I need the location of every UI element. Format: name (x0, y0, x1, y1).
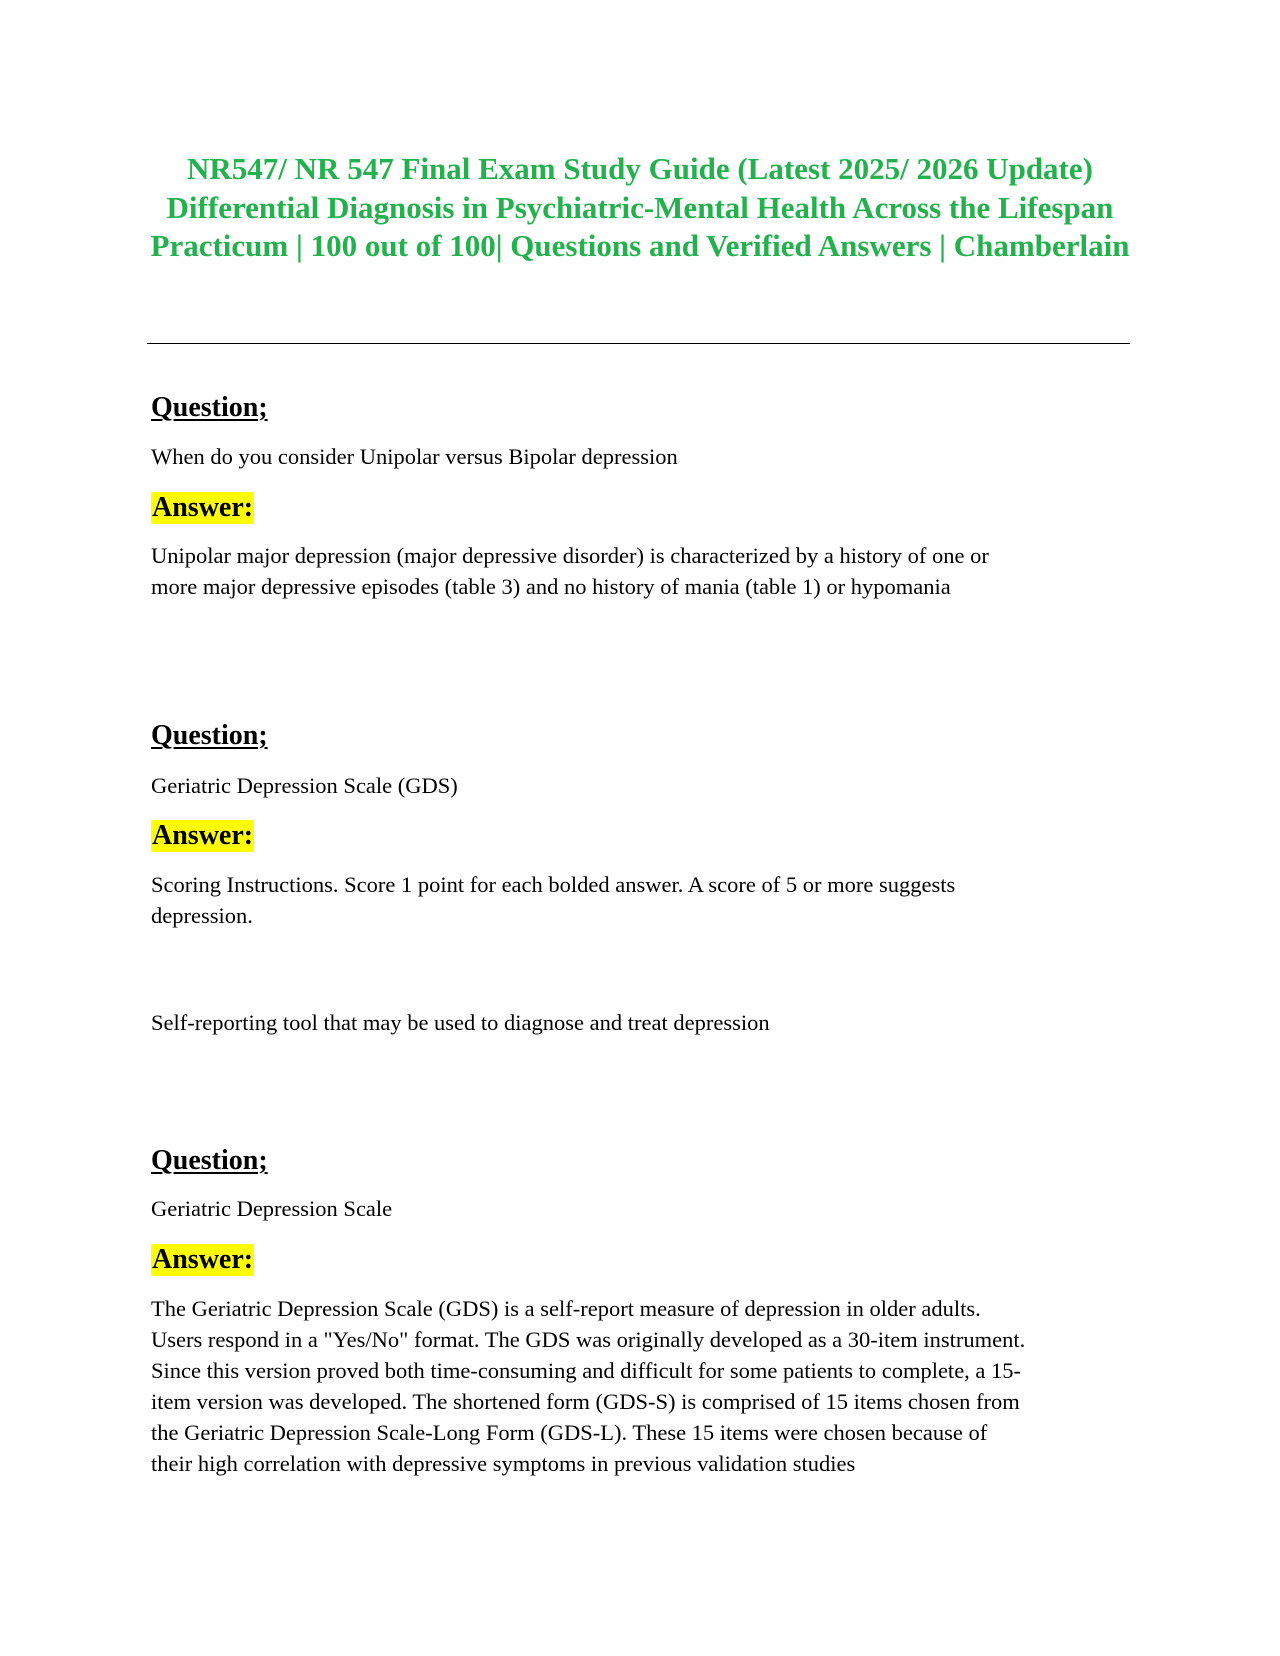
answer-text: Self-reporting tool that may be used to diagnose and treat depression (151, 1010, 770, 1035)
question-label: Question; (151, 1145, 268, 1176)
answer-label: Answer: (152, 1244, 254, 1275)
answer-text: The Geriatric Depression Scale (GDS) is a self-report measure of depression in older adults. Users respond in a "Yes/No" format. The GDS was originally developed as a 30-item instrument. Since this version proved both time-consuming and difficult for some patients to complete, a 15- item version was developed. The shortened form (GDS-S) is comprised of 15 items chosen from the Geriatric Depression Scale-Long Form (GDS-L). These 15 items were chosen because of their high correlation with depressive symptoms in previous validation studies (151, 1296, 1026, 1476)
document-title: NR547/ NR 547 Final Exam Study Guide (Latest 2025/ 2026 Update) Differential Diagnosis in Psychiatric-Mental Health Across the Lifespan Practicum | 100 out of 100| Questions and Verified Answers | Chamberlain (150, 151, 1130, 263)
answer-label: Answer: (152, 492, 254, 523)
answer-label: Answer: (152, 820, 254, 851)
question-text: Geriatric Depression Scale (151, 1196, 393, 1221)
question-text: When do you consider Unipolar versus Bipolar depression (151, 444, 678, 469)
question-text: Geriatric Depression Scale (GDS) (151, 773, 458, 798)
title-divider (147, 343, 1130, 344)
answer-text: Scoring Instructions. Score 1 point for each bolded answer. A score of 5 or more suggests depression. (151, 872, 956, 928)
question-label: Question; (151, 720, 268, 751)
answer-text: Unipolar major depression (major depressive disorder) is characterized by a history of one or more major depressive episodes (table 3) and no history of mania (table 1) or hypomania (151, 543, 989, 599)
question-label: Question; (151, 392, 268, 423)
